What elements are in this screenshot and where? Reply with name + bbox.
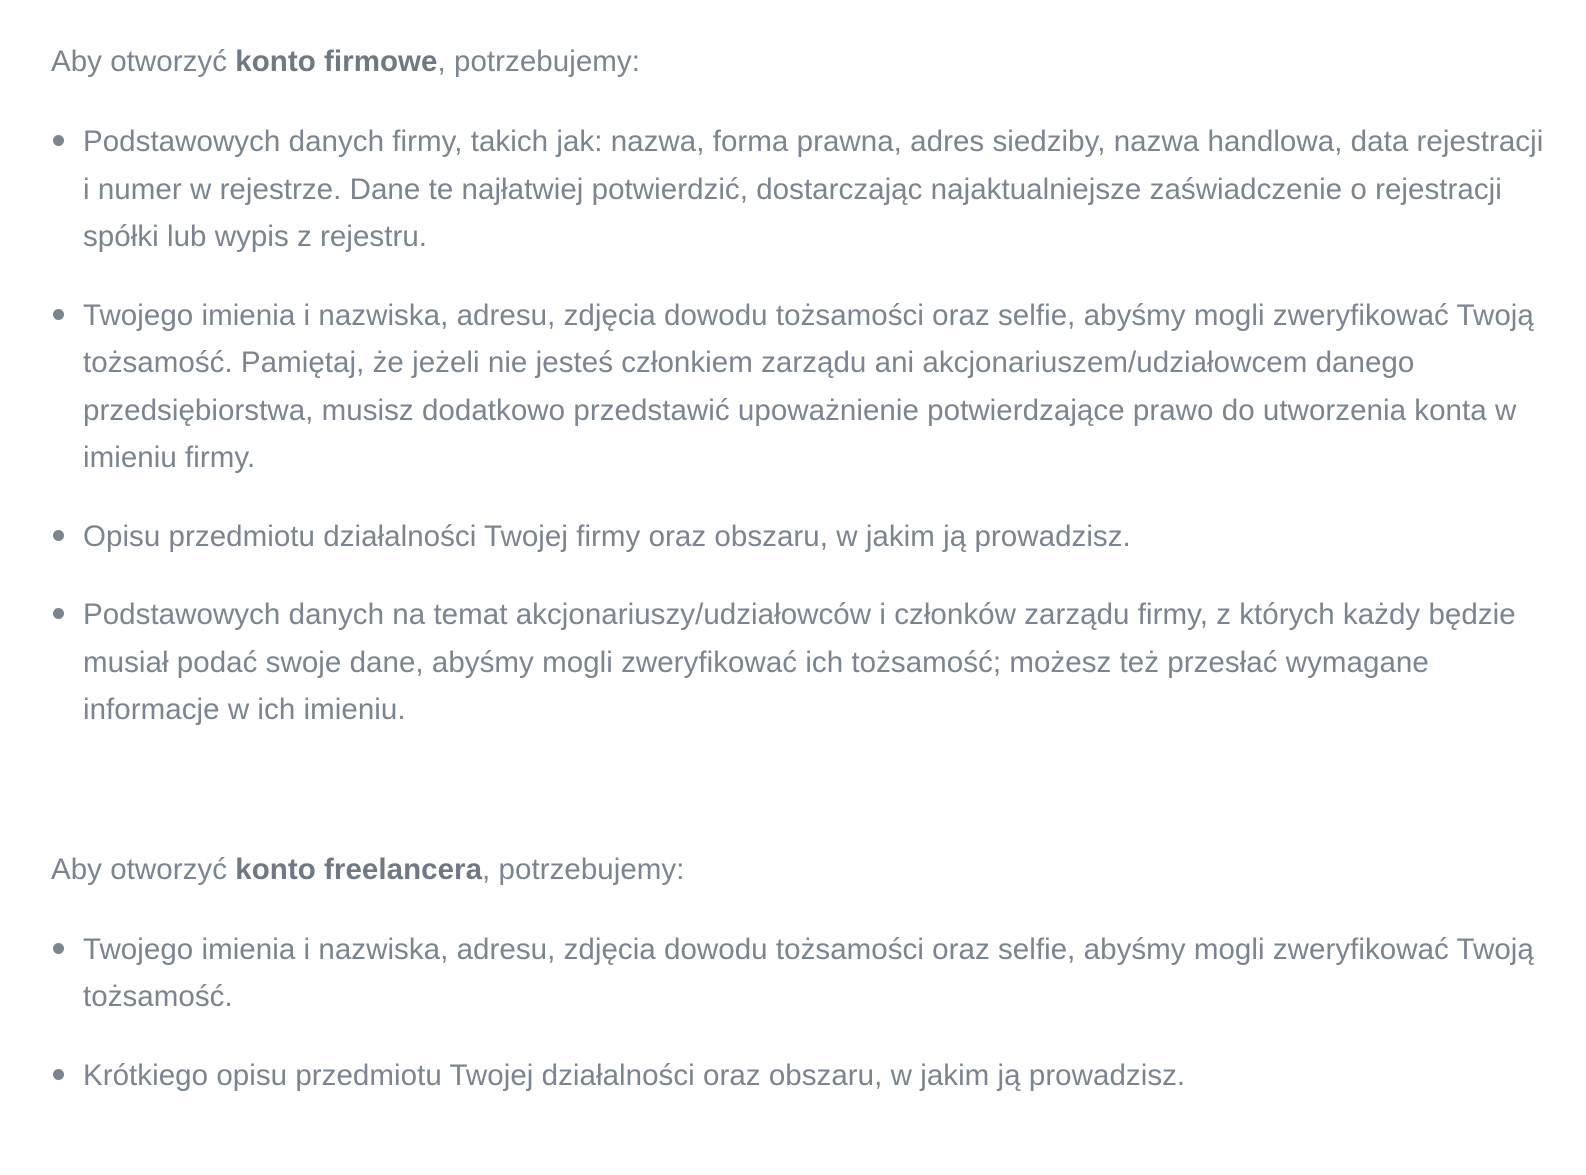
list-item	[51, 926, 1556, 1021]
list-item-text: Twojego imienia i nazwiska, adresu, zdjęcia dowodu tożsamości oraz selfie, abyśmy mogli zweryfikować Twoją tożsamość. Pamiętaj, że jeżeli nie jesteś członkiem zarządu ani akcjonariuszem/udziałowcem danego przedsiębiorstwa, musisz dodatkowo przedstawić upoważnienie potwierdzające prawo do utworzenia konta w imieniu firmy.	[83, 298, 1534, 474]
list-item-text: Opisu przedmiotu działalności Twojej firmy oraz obszaru, w jakim ją prowadzisz.	[83, 519, 1131, 553]
business-requirements-list	[51, 118, 1556, 734]
list-item-text: Podstawowych danych firmy, takich jak: nazwa, forma prawna, adres siedziby, nazwa handlowa, data rejestracji i numer w rejestrze. Dane te najłatwiej potwierdzić, dostarczając najaktualniejsze zaświadczenie o rejestracji spółki lub wypis z rejestru.	[83, 125, 1544, 253]
business-intro-suffix: , potrzebujemy:	[437, 45, 640, 78]
freelancer-intro-prefix: Aby otworzyć	[51, 852, 236, 886]
freelancer-account-intro	[51, 847, 1556, 893]
list-item	[51, 591, 1556, 734]
bullet-icon	[53, 608, 64, 619]
bullet-icon	[53, 309, 64, 320]
list-item	[51, 513, 1556, 561]
list-item-text: Krótkiego opisu przedmiotu Twojej działalności oraz obszaru, w jakim ją prowadzisz.	[83, 1058, 1186, 1092]
freelancer-intro-suffix: , potrzebujemy:	[482, 852, 685, 886]
bullet-icon	[53, 530, 64, 541]
bullet-icon	[53, 1069, 64, 1080]
freelancer-account-type: konto freelancera	[235, 852, 483, 886]
list-item	[51, 118, 1556, 261]
business-account-type: konto firmowe	[235, 45, 438, 78]
business-intro-prefix: Aby otworzyć	[51, 45, 236, 78]
business-account-intro	[51, 39, 1556, 85]
list-item	[51, 1052, 1556, 1100]
freelancer-requirements-list	[51, 926, 1556, 1100]
list-item-text: Twojego imienia i nazwiska, adresu, zdjęcia dowodu tożsamości oraz selfie, abyśmy mogli zweryfikować Twoją tożsamość.	[83, 932, 1534, 1013]
bullet-icon	[53, 135, 64, 146]
list-item	[51, 292, 1556, 482]
list-item-text: Podstawowych danych na temat akcjonariuszy/udziałowców i członków zarządu firmy, z których każdy będzie musiał podać swoje dane, abyśmy mogli zweryfikować ich tożsamość; możesz też przesłać wymagane informacje w ich imieniu.	[83, 598, 1516, 726]
bullet-icon	[53, 943, 64, 954]
